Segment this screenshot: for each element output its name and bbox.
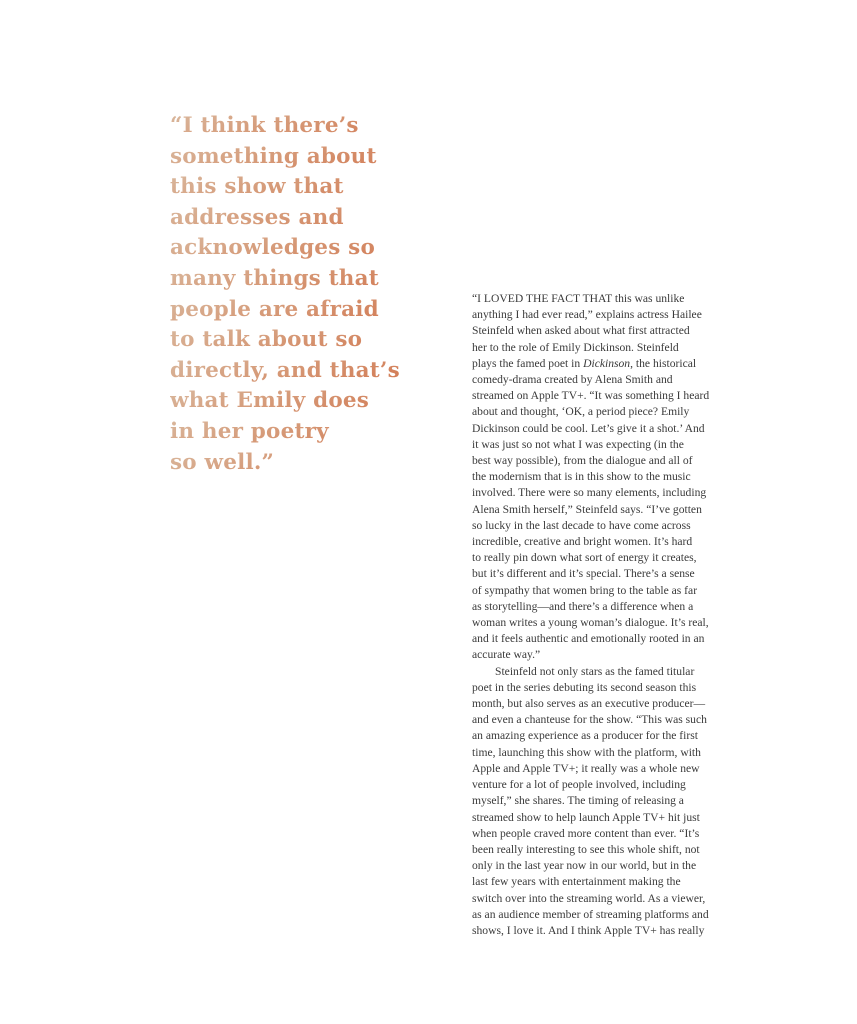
pull-quote-line: “I think there’s <box>170 111 410 142</box>
pull-quote-line: people are afraid <box>170 295 410 326</box>
article-line: the modernism that is in this show to the music <box>472 470 691 484</box>
article-line: it was just so not what I was expecting (in the <box>472 437 684 451</box>
pull-quote-line: this show that <box>170 172 410 203</box>
article-line: shows, I love it. And I think Apple TV+ has really <box>472 923 705 937</box>
article-line: about and thought, ‘OK, a period piece? Emily <box>472 405 690 419</box>
article-line: woman writes a young woman’s dialogue. It’s real, <box>472 616 709 630</box>
article-line: when people craved more content than ever. “It’s <box>472 826 700 840</box>
article-line: best way possible), from the dialogue and all of <box>472 454 693 468</box>
article-line: only in the last year now in our world, but in the <box>472 859 697 873</box>
pull-quote-line: what Emily does <box>170 386 410 417</box>
article-line: time, launching this show with the platform, with <box>472 745 701 759</box>
pull-quote <box>170 111 410 478</box>
article-line: to really pin down what sort of energy it creates, <box>472 551 697 565</box>
article-line: streamed show to help launch Apple TV+ hit just <box>472 810 700 824</box>
article-line: her to the role of Emily Dickinson. Steinfeld <box>472 340 679 354</box>
article-line: Apple and Apple TV+; it really was a whole new <box>472 761 700 775</box>
article-line: Steinfeld not only stars as the famed titular <box>495 664 695 678</box>
article-line: venture for a lot of people involved, including <box>472 778 686 792</box>
article-line: switch over into the streaming world. As a viewer, <box>472 891 706 905</box>
article-line: and even a chanteuse for the show. “This was such <box>472 713 707 727</box>
pull-quote-line: directly, and that’s <box>170 356 410 387</box>
article-line: incredible, creative and bright women. It’s hard <box>472 535 693 549</box>
article-line: an amazing experience as a producer for the first <box>472 729 698 743</box>
article-line: so lucky in the last decade to have come across <box>472 518 691 532</box>
article-line: Dickinson could be cool. Let’s give it a shot.’ And <box>472 421 705 435</box>
article-line <box>472 356 722 372</box>
article-line: anything I had ever read,” explains actress Hailee <box>472 308 702 322</box>
article-line: but it’s different and it’s special. There’s a sense <box>472 567 695 581</box>
article-line: accurate way.” <box>472 648 541 662</box>
pull-quote-line: to talk about so <box>170 325 410 356</box>
article-line: last few years with entertainment making the <box>472 875 681 889</box>
article-line: and it feels authentic and emotionally rooted in an <box>472 632 705 646</box>
pull-quote-line: so well.” <box>170 448 410 479</box>
pull-quote-line: something about <box>170 142 410 173</box>
article-line: Alena Smith herself,” Steinfeld says. “I’ve gotten <box>472 502 702 516</box>
article-text: plays the famed poet in <box>472 356 581 370</box>
article-line: “I LOVED THE FACT THAT this was unlike <box>472 292 685 305</box>
pull-quote-line: acknowledges so <box>170 233 410 264</box>
article-line: as an audience member of streaming platforms and <box>472 907 709 921</box>
article-line: Steinfeld when asked about what first attracted <box>472 324 690 338</box>
article-line: been really interesting to see this whole shift, not <box>472 842 700 856</box>
article-line: of sympathy that women bring to the table as far <box>472 583 698 597</box>
article-line: myself,” she shares. The timing of releasing a <box>472 794 684 808</box>
show-title-italic: Dickinson <box>583 356 631 370</box>
article-line: comedy-drama created by Alena Smith and <box>472 373 673 387</box>
pull-quote-line: in her poetry <box>170 417 410 448</box>
pull-quote-line: addresses and <box>170 203 410 234</box>
article-line: as storytelling—and there’s a difference when a <box>472 599 694 613</box>
article-text: , the historical <box>630 356 697 370</box>
article-line: poet in the series debuting its second season this <box>472 680 697 694</box>
pull-quote-line: many things that <box>170 264 410 295</box>
article-body <box>472 291 722 939</box>
article-line: month, but also serves as an executive producer— <box>472 697 706 711</box>
article-line: streamed on Apple TV+. “It was something I heard <box>472 389 710 403</box>
article-line: involved. There were so many elements, including <box>472 486 707 500</box>
